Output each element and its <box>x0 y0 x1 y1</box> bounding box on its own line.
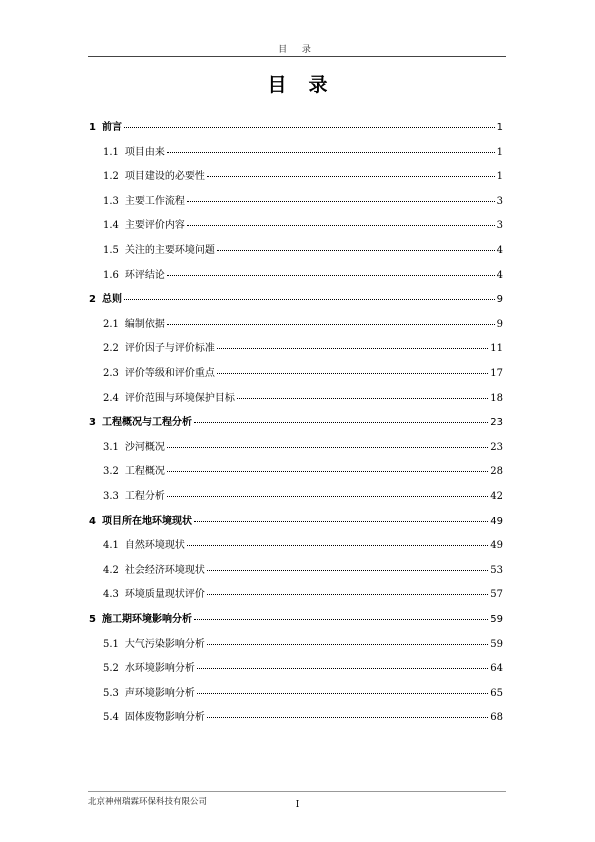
toc-leader-dots <box>217 250 495 251</box>
toc-leader-dots <box>207 570 488 571</box>
toc-page-number: 1 <box>496 122 503 133</box>
toc-leader-dots <box>207 594 488 595</box>
toc-section[interactable] <box>103 688 503 700</box>
toc-title: 评价范围与环境保护目标 <box>124 392 235 404</box>
toc-section[interactable] <box>103 147 503 159</box>
toc-title: 前言 <box>101 122 122 133</box>
toc-section[interactable] <box>103 663 503 675</box>
toc-leader-dots <box>167 152 495 153</box>
toc-leader-dots <box>237 398 488 399</box>
toc-leader-dots <box>187 201 495 202</box>
toc-section[interactable] <box>103 466 503 478</box>
toc-title: 项目所在地环境现状 <box>101 515 192 527</box>
toc-number: 3.3 <box>103 491 119 502</box>
toc-title: 总则 <box>101 294 122 306</box>
toc-section[interactable] <box>103 343 503 355</box>
toc-section[interactable] <box>103 712 503 724</box>
header-rule <box>88 56 506 57</box>
toc-number: 5.4 <box>103 712 119 724</box>
toc-number: 1.1 <box>103 146 119 158</box>
toc-section[interactable] <box>103 245 503 257</box>
toc-title: 社会经济环境现状 <box>124 564 205 576</box>
toc-page-number: 4 <box>496 245 503 256</box>
toc-leader-dots <box>197 668 488 669</box>
toc-number: 4.3 <box>103 589 119 601</box>
toc-page-number: 3 <box>496 195 503 207</box>
toc-title: 项目由来 <box>124 146 165 158</box>
page-title: 目录 <box>267 74 350 96</box>
toc-page-number: 49 <box>490 515 503 527</box>
toc-number: 1.6 <box>103 269 119 281</box>
toc-title: 大气污染影响分析 <box>124 638 205 650</box>
toc-number: 3.2 <box>103 466 119 478</box>
toc-number: 2.1 <box>103 318 119 330</box>
toc-page-number: 18 <box>490 392 503 404</box>
toc-title: 环评结论 <box>124 269 165 281</box>
toc-number: 1.2 <box>103 171 119 183</box>
toc-title: 固体废物影响分析 <box>124 712 205 724</box>
toc-leader-dots <box>124 127 495 128</box>
toc-page-number: 17 <box>490 368 503 379</box>
toc-title: 自然环境现状 <box>124 540 185 552</box>
toc-leader-dots <box>187 545 488 546</box>
toc-page-number: 28 <box>490 466 503 478</box>
toc-title: 关注的主要环境问题 <box>124 245 215 256</box>
toc-title: 声环境影响分析 <box>124 687 195 699</box>
toc-number: 5.1 <box>103 638 119 650</box>
toc-number: 1 <box>89 122 96 133</box>
toc-page-number: 4 <box>496 269 503 281</box>
toc-title: 沙河概况 <box>124 441 165 453</box>
toc-leader-dots <box>207 176 495 177</box>
toc-leader-dots <box>197 693 488 694</box>
toc-page-number: 53 <box>490 564 503 576</box>
toc-section[interactable] <box>103 393 503 405</box>
toc-title: 环境质量现状评价 <box>124 589 205 601</box>
toc-leader-dots <box>207 717 488 718</box>
toc-title: 工程概况与工程分析 <box>101 417 192 429</box>
footer-rule <box>88 791 506 792</box>
toc-title: 项目建设的必要性 <box>124 171 205 183</box>
toc-section[interactable] <box>103 565 503 577</box>
toc-title: 主要评价内容 <box>124 220 185 232</box>
toc-number: 5 <box>89 614 96 625</box>
toc-page-number: 68 <box>490 712 503 724</box>
toc-page-number: 49 <box>490 540 503 552</box>
toc-title: 水环境影响分析 <box>124 663 195 675</box>
toc-title: 评价等级和评价重点 <box>124 368 215 379</box>
toc-number: 4.1 <box>103 540 119 552</box>
toc-number: 1.3 <box>103 195 119 207</box>
toc-chapter[interactable] <box>89 294 503 306</box>
page-number: I <box>295 800 300 810</box>
toc-page-number: 59 <box>490 614 503 625</box>
toc-section[interactable] <box>103 442 503 454</box>
toc-title: 主要工作流程 <box>124 195 185 207</box>
toc-leader-dots <box>217 348 488 349</box>
toc-leader-dots <box>124 299 495 300</box>
toc-section[interactable] <box>103 270 503 282</box>
toc-number: 4.2 <box>103 564 119 576</box>
running-header: 目 录 <box>278 45 317 55</box>
toc-leader-dots <box>167 447 488 448</box>
toc-number: 3.1 <box>103 441 119 453</box>
toc-section[interactable] <box>103 171 503 183</box>
toc-number: 5.2 <box>103 663 119 675</box>
toc-leader-dots <box>194 619 488 620</box>
toc-page-number: 23 <box>490 441 503 453</box>
toc-page-number: 65 <box>490 687 503 699</box>
toc-number: 2 <box>89 294 96 306</box>
toc-page-number: 64 <box>490 663 503 675</box>
toc-leader-dots <box>217 373 488 374</box>
toc-leader-dots <box>167 471 488 472</box>
toc-number: 5.3 <box>103 687 119 699</box>
toc-chapter[interactable] <box>89 516 503 528</box>
toc-leader-dots <box>207 644 488 645</box>
toc-title: 施工期环境影响分析 <box>101 614 192 625</box>
toc-title: 工程分析 <box>124 491 165 502</box>
toc-leader-dots <box>194 521 488 522</box>
toc-section[interactable] <box>103 196 503 208</box>
toc-chapter[interactable] <box>89 417 503 429</box>
toc-number: 2.4 <box>103 392 119 404</box>
toc-number: 1.5 <box>103 245 119 256</box>
toc-section[interactable] <box>103 589 503 601</box>
toc-number: 2.3 <box>103 368 119 379</box>
toc-leader-dots <box>194 422 488 423</box>
toc-number: 4 <box>89 515 96 527</box>
toc-page-number: 1 <box>496 146 503 158</box>
toc-leader-dots <box>167 324 495 325</box>
toc-section[interactable] <box>103 540 503 552</box>
toc-number: 1.4 <box>103 220 119 232</box>
toc-number: 3 <box>89 417 96 429</box>
toc-page-number: 59 <box>490 638 503 650</box>
footer-company: 北京神州瑞霖环保科技有限公司 <box>88 797 208 807</box>
toc-leader-dots <box>187 225 495 226</box>
toc-section[interactable] <box>103 639 503 651</box>
toc-page-number: 42 <box>490 491 503 502</box>
toc-leader-dots <box>167 496 488 497</box>
toc-title: 评价因子与评价标准 <box>124 343 215 355</box>
toc-title: 编制依据 <box>124 318 165 330</box>
toc-page-number: 11 <box>490 343 503 355</box>
toc-number: 2.2 <box>103 343 119 355</box>
toc-page-number: 1 <box>496 171 503 183</box>
toc-page-number: 23 <box>490 417 503 429</box>
toc-chapter[interactable] <box>89 614 503 626</box>
toc-section[interactable] <box>103 491 503 503</box>
toc-chapter[interactable] <box>89 122 503 134</box>
toc-leader-dots <box>167 275 495 276</box>
toc-page-number: 57 <box>490 589 503 601</box>
toc-page-number: 3 <box>496 220 503 232</box>
toc-section[interactable] <box>103 220 503 232</box>
toc-section[interactable] <box>103 319 503 331</box>
toc-page-number: 9 <box>496 318 503 330</box>
toc-page-number: 9 <box>496 294 503 306</box>
toc-title: 工程概况 <box>124 466 165 478</box>
toc-section[interactable] <box>103 368 503 380</box>
